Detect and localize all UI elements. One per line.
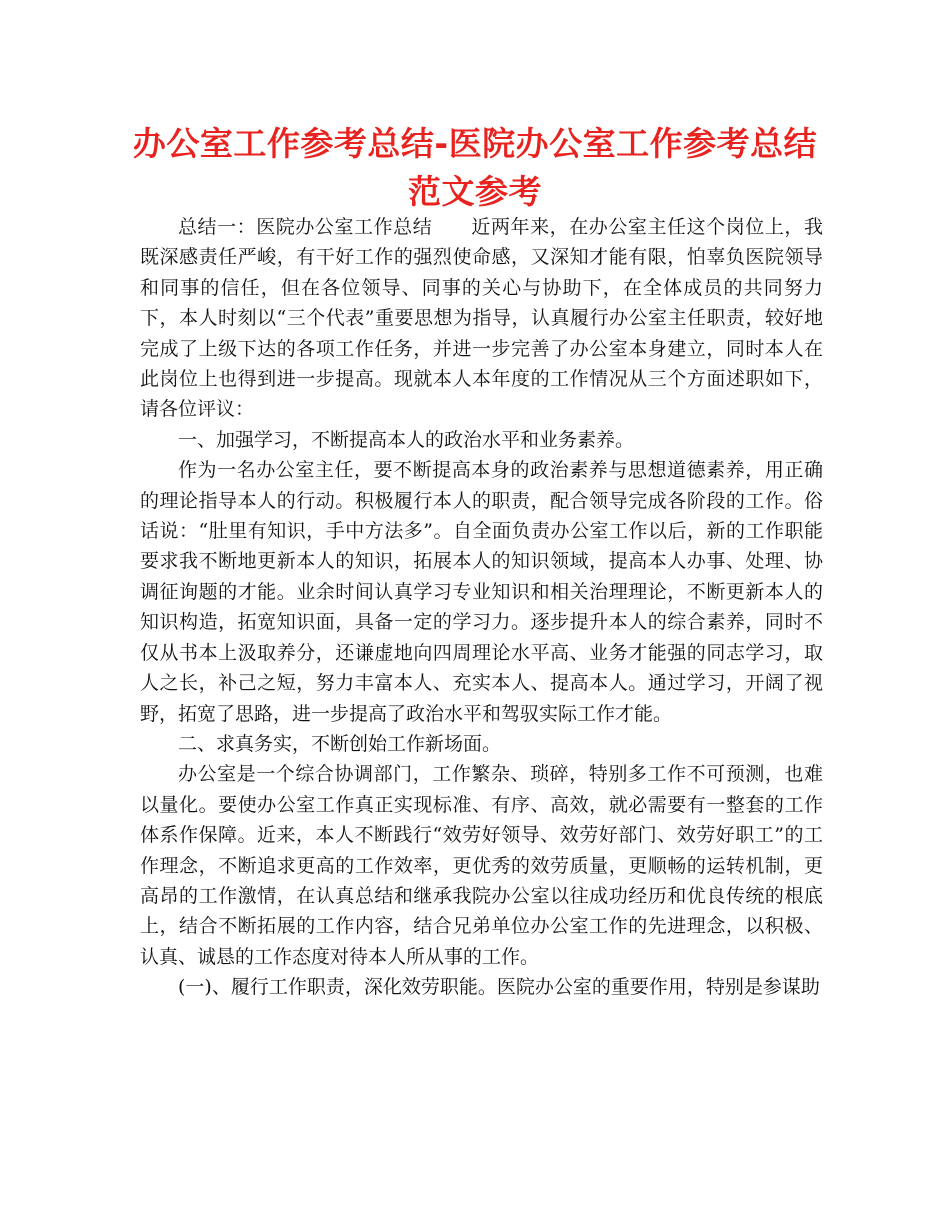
document-title: 办公室工作参考总结-医院办公室工作参考总结范文参考 <box>132 124 818 211</box>
document-body <box>140 212 823 1003</box>
section-heading-1: 一、加强学习，不断提高本人的政治水平和业务素养。 <box>178 428 635 451</box>
paragraph-intro: 总结一：医院办公室工作总结 近两年来，在办公室主任这个岗位上，我既深感责任严峻，有干好工作的强烈使命感，又深知才能有限，怕辜负医院领导和同事的信任，但在各位领导、同事的关心与协助下，在全体成员的共同努力下，本人时刻以“三个代表”重要思想为指导，认真履行办公室主任职责，较好地完成了上级下达的各项工作任务，并进一步完善了办公室本身建立，同时本人在此岗位上也得到进一步提高。现就本人本年度的工作情况从三个方面述职如下，请各位评议： <box>140 216 823 421</box>
paragraph-duties: (一)、履行工作职责，深化效劳职能。医院办公室的重要作用，特别是参谋助 <box>178 976 820 999</box>
paragraph-office-role: 办公室是一个综合协调部门，工作繁杂、琐碎，特别多工作不可预测，也难以量化。要使办公室工作真正实现标准、有序、高效，就必需要有一整套的工作体系作保障。近来，本人不断践行“效劳好领导、效劳好部门、效劳好职工”的工作理念，不断追求更高的工作效率，更优秀的效劳质量，更顺畅的运转机制，更高昂的工作激情，在认真总结和继承我院办公室以往成功经历和优良传统的根底上，结合不断拓展的工作内容，结合兄弟单位办公室工作的先进理念，以积极、认真、诚恳的工作态度对待本人所从事的工作。 <box>140 763 823 968</box>
paragraph-study: 作为一名办公室主任，要不断提高本身的政治素养与思想道德素养，用正确的理论指导本人的行动。积极履行本人的职责，配合领导完成各阶段的工作。俗话说：“肚里有知识，手中方法多”。自全面负责办公室工作以后，新的工作职能要求我不断地更新本人的知识，拓展本人的知识领域，提高本人办事、处理、协调征询题的才能。业余时间认真学习专业知识和相关治理理论，不断更新本人的知识构造，拓宽知识面，具备一定的学习力。逐步提升本人的综合素养，同时不仅从书本上汲取养分，还谦虚地向四周理论水平高、业务才能强的同志学习，取人之长，补己之短，努力丰富本人、充实本人、提高本人。通过学习，开阔了视野，拓宽了思路，进一步提高了政治水平和驾驭实际工作才能。 <box>140 459 823 725</box>
section-heading-2: 二、求真务实，不断创始工作新场面。 <box>178 732 502 755</box>
